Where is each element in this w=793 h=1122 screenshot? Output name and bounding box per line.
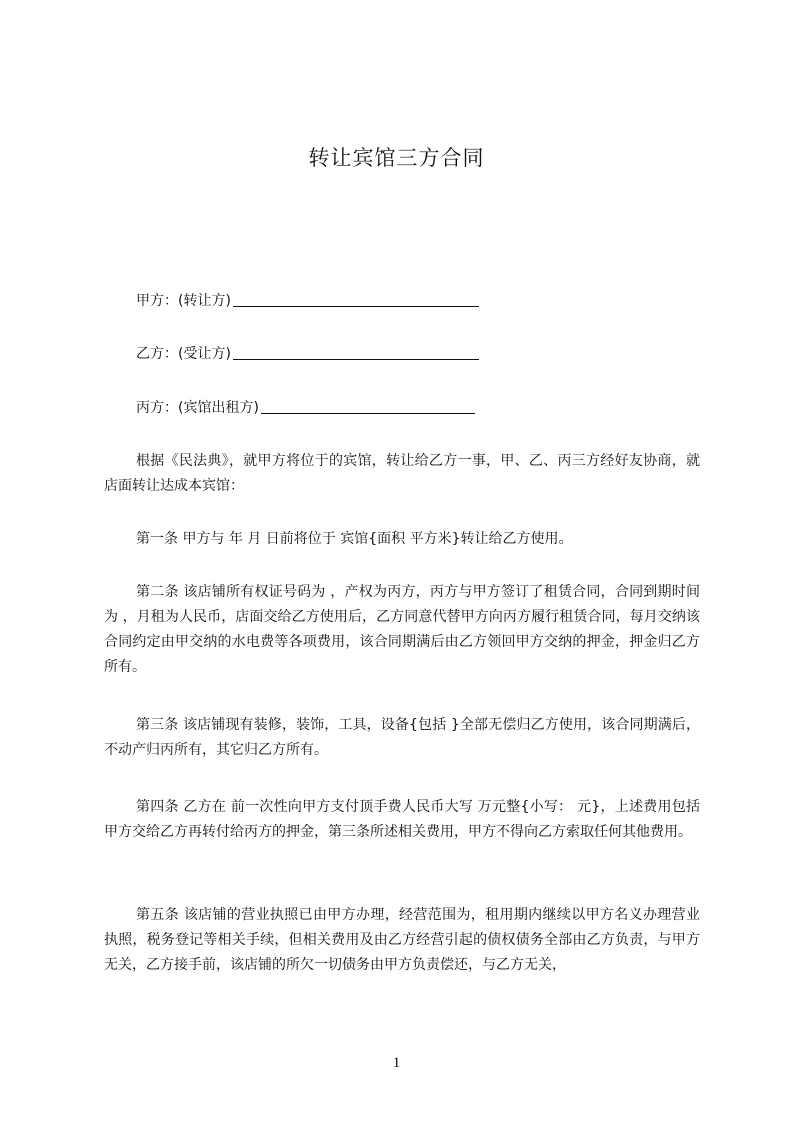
article-5-paragraph: 第五条 该店铺的营业执照已由甲方办理，经营范围为，租用期内继续以甲方名义办理营业执照，税务登记等相关手续，但相关费用及由乙方经营引起的债权债务全部由乙方负责，与甲方无关，乙方接手前，该店铺的所欠一切债务由甲方负责偿还，与乙方无关， [104, 907, 700, 973]
article-2-paragraph: 第二条 该店铺所有权证号码为 ，产权为丙方，丙方与甲方签订了租赁合同，合同到期时间为 ，月租为人民币，店面交给乙方使用后，乙方同意代替甲方向丙方履行租赁合同，每月交纳该合同约定由甲交纳的水电费等各项费用，该合同期满后由乙方领回甲方交纳的押金，押金归乙方所有。 [104, 584, 700, 675]
party-b-blank [233, 345, 479, 360]
article-4-paragraph: 第四条 乙方在 前一次性向甲方支付顶手费人民币大写 万元整{小写： 元}，上述费用包括甲方交给乙方再转付给丙方的押金，第三条所述相关费用，甲方不得向乙方索取任何其他费用。 [104, 799, 700, 840]
party-c-blank [261, 399, 475, 414]
article-1-paragraph: 第一条 甲方与 年 月 日前将位于 宾馆{面积 平方米}转让给乙方使用。 [136, 531, 573, 547]
party-a-line [136, 292, 479, 310]
article-3-paragraph: 第三条 该店铺现有装修，装饰，工具，设备{包括 }全部无偿归乙方使用，该合同期满后，不动产归丙所有，其它归乙方所有。 [104, 717, 700, 758]
party-a-label: 甲方：(转让方) [136, 293, 231, 309]
party-c-label: 丙方：(宾馆出租方) [136, 400, 259, 416]
page-number: 1 [392, 1055, 401, 1071]
party-b-label: 乙方：(受让方) [136, 346, 231, 362]
preamble-paragraph: 根据《民法典》，就甲方将位于的宾馆，转让给乙方一事，甲、乙、丙三方经好友协商，就店面转让达成本宾馆： [104, 453, 700, 494]
document-title: 转让宾馆三方合同 [308, 146, 485, 170]
party-b-line [136, 345, 479, 363]
party-c-line [136, 399, 475, 417]
party-a-blank [233, 292, 479, 307]
